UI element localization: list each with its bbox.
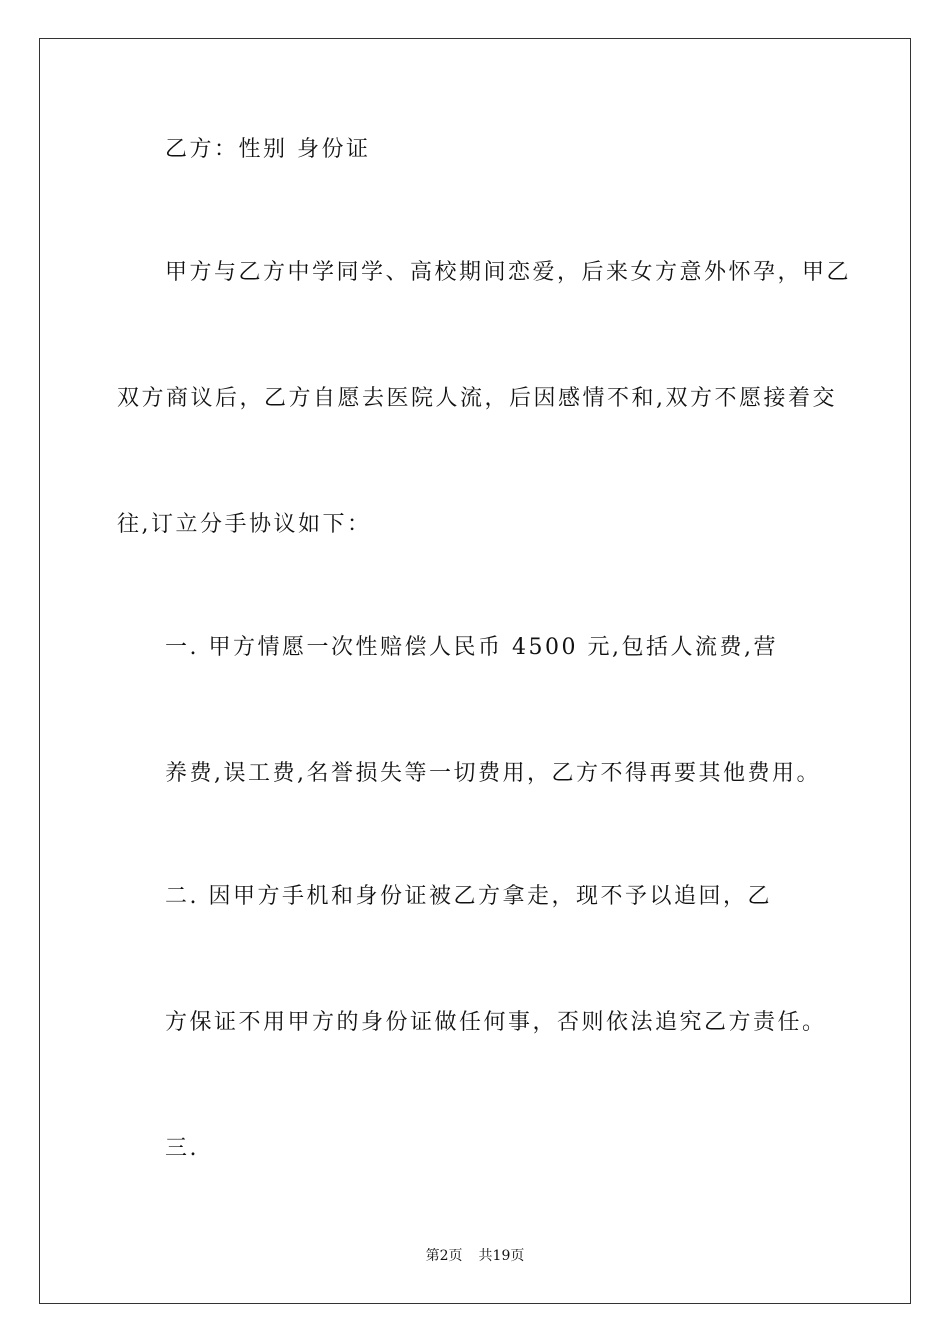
clause-two-line: 方保证不用甲方的身份证做任何事，否则依法追究乙方责任。 <box>165 1010 827 1035</box>
page-border <box>39 38 911 1304</box>
clause-three-line: 三. <box>165 1136 199 1161</box>
page-footer <box>0 1246 950 1266</box>
paragraph-line: 双方商议后，乙方自愿去医院人流，后因感情不和,双方不愿接着交 <box>117 386 837 411</box>
clause-two-line: 二. 因甲方手机和身份证被乙方拿走，现不予以追回，乙 <box>165 884 772 909</box>
paragraph-line: 往,订立分手协议如下： <box>117 512 372 537</box>
paragraph-line: 甲方与乙方中学同学、高校期间恋爱，后来女方意外怀孕，甲乙 <box>165 260 852 285</box>
page-total: 共19页 <box>478 1248 525 1264</box>
party-b-line: 乙方：性别 身份证 <box>165 137 371 162</box>
clause-one-line: 一. 甲方情愿一次性赔偿人民币 4500 元,包括人流费,营 <box>165 635 778 660</box>
page-number: 第2页 <box>425 1248 463 1264</box>
clause-one-line: 养费,误工费,名誉损失等一切费用，乙方不得再要其他费用。 <box>165 761 821 786</box>
